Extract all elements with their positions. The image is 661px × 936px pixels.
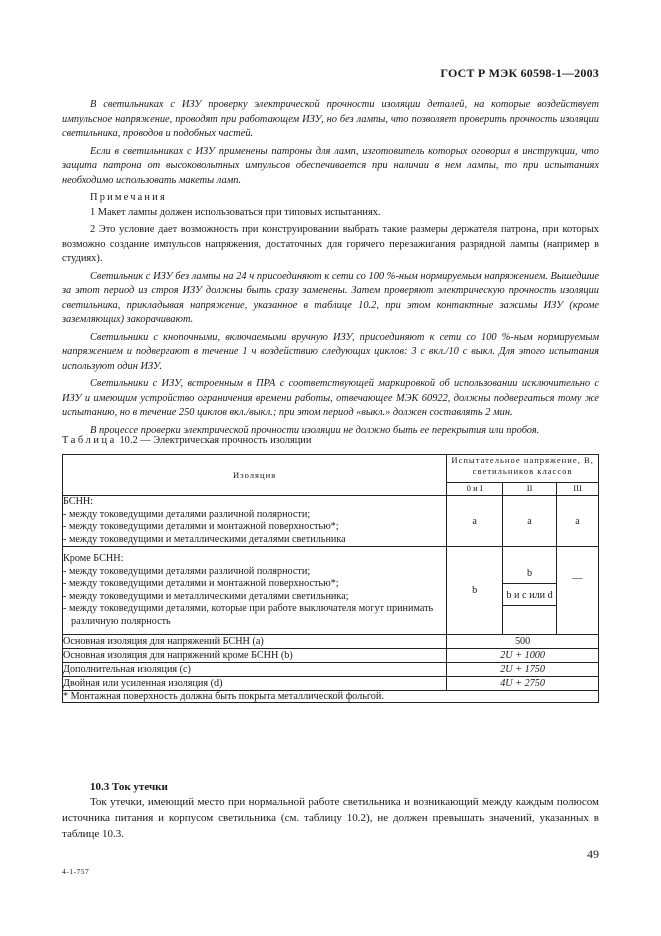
note-item: 2 Это условие дает возможность при конструировании выбрать такие размеры держателя патрона, при которых возможно создание импульсов напряжения, достаточных для горячего перезажигания разрядной лампы (например в студиях). <box>62 224 599 264</box>
cell-value: b <box>447 547 503 635</box>
group-title: БСНН: <box>63 496 94 507</box>
group-line: - между токоведущими и металлическими деталями светильника; <box>63 590 349 602</box>
class-header: III <box>557 482 599 495</box>
group-line: - между токоведущими деталями и монтажной поверхностью*; <box>63 521 339 532</box>
body-text <box>62 98 599 441</box>
print-code: 4-1-757 <box>62 867 90 876</box>
cell-value: a <box>447 496 503 547</box>
paragraph: Если в светильниках с ИЗУ применены патроны для ламп, изготовитель которых оговорил в инструкции, что защита патрона от высоковольтных импульсов обеспечивается при наличии в нем лампы, то при испытаниях необходимо использовать макеты ламп. <box>62 145 599 186</box>
paragraph: В процессе проверки электрической прочности изоляции не должно быть ее перекрытия или пробоя. <box>90 424 540 436</box>
table-caption-text: 10.2 — Электрическая прочность изоляции <box>119 435 312 446</box>
row-label: Двойная или усиленная изоляция (d) <box>63 677 447 691</box>
cell-value: a <box>557 496 599 547</box>
table-row <box>63 496 599 547</box>
paragraph: Светильники с ИЗУ, встроенным в ПРА с соответствующей маркировкой об использовании исключительно с ИЗУ и имеющим устройство ограничения времени работы, отвечающее МЭК 60922, должны подвергаться тому же испытанию, но в течение 250 циклов вкл./выкл.; при этом период «выкл.» должен составлять 2 мин. <box>62 378 599 418</box>
cell-value-top: b <box>503 568 556 584</box>
group-line: - между токоведущими деталями, которые при работе выключателя могут принимать различную полярность <box>63 603 434 627</box>
table-footnote-row <box>63 691 599 703</box>
group-title: Кроме БСНН: <box>63 553 124 564</box>
insulation-strength-table <box>62 454 599 703</box>
row-value: 2U + 1750 <box>447 663 599 677</box>
document-code: ГОСТ Р МЭК 60598-1—2003 <box>440 66 599 80</box>
column-header-insulation: Изоляция <box>233 469 277 480</box>
table-row <box>63 677 599 691</box>
row-value: 4U + 2750 <box>447 677 599 691</box>
table-header-row <box>63 455 599 483</box>
table-row <box>63 663 599 677</box>
section-paragraph: Ток утечки, имеющий место при нормальной работе светильника и возникающий между каждым полюсом источника питания и корпусом светильника (см. таблицу 10.2), не должен превышать значений, указанных в таблице 10.3. <box>62 796 599 840</box>
row-label: Основная изоляция для напряжений БСНН (a) <box>63 635 447 649</box>
paragraph: В светильниках с ИЗУ проверку электрической прочности изоляции деталей, на которые воздействует импульсное напряжение, проводят при работающем ИЗУ, но без лампы, что позволяет проверить прочность изоляции светильника, проводов и подобных частей. <box>62 99 599 139</box>
table-row <box>63 635 599 649</box>
class-header: II <box>503 482 557 495</box>
table-footnote: * Монтажная поверхность должна быть покрыта металлической фольгой. <box>63 691 599 703</box>
table-caption-prefix: Таблица <box>62 435 117 446</box>
paragraph: Светильник с ИЗУ без лампы на 24 ч присоединяют к сети со 100 %-ным нормируемым напряжением. Вышедшие за этот период из строя ИЗУ должны быть сразу заменены. Затем проверяют электрическую прочность изоляции светильника, прикладывая напряжение, указанное в таблице 10.2, при этом контактные зажимы ИЗУ (кроме заземляющих) закорачивают. <box>62 270 599 325</box>
section-title: 10.3 Ток утечки <box>90 781 168 793</box>
table-caption <box>62 435 311 446</box>
row-value: 2U + 1000 <box>447 649 599 663</box>
note-item: 1 Макет лампы должен использоваться при типовых испытаниях. <box>90 206 381 218</box>
table-row <box>63 547 599 635</box>
row-value: 500 <box>447 635 599 649</box>
paragraph: Светильники с кнопочными, включаемыми вручную ИЗУ, присоединяют к сети со 100 %-ным нормируемым напряжением и подвергают в течение 1 ч воздействию следующих циклов: 3 с вкл./10 с выкл. Для этого испытания используют один ИЗУ. <box>62 331 599 372</box>
cell-value: — <box>557 547 599 635</box>
row-label: Основная изоляция для напряжений кроме БСНН (b) <box>63 649 447 663</box>
group-line: - между токоведущими деталями и монтажной поверхностью*; <box>63 578 339 589</box>
cell-value: a <box>503 496 557 547</box>
group-line: - между токоведущими и металлическими деталями светильника <box>63 533 346 545</box>
group-line: - между токоведущими деталями различной полярности; <box>63 508 311 520</box>
group-line: - между токоведущими деталями различной полярности; <box>63 565 311 577</box>
table-row <box>63 649 599 663</box>
column-header-voltage: Испытательное напряжение, В, светильников классов <box>447 455 599 483</box>
page-number: 49 <box>587 847 599 861</box>
notes-heading: Примечания <box>90 192 167 203</box>
section-10-3 <box>62 781 599 845</box>
row-label: Дополнительная изоляция (c) <box>63 663 447 677</box>
cell-value-bottom: b и с или d <box>503 584 556 606</box>
class-header: 0 и I <box>447 482 503 495</box>
